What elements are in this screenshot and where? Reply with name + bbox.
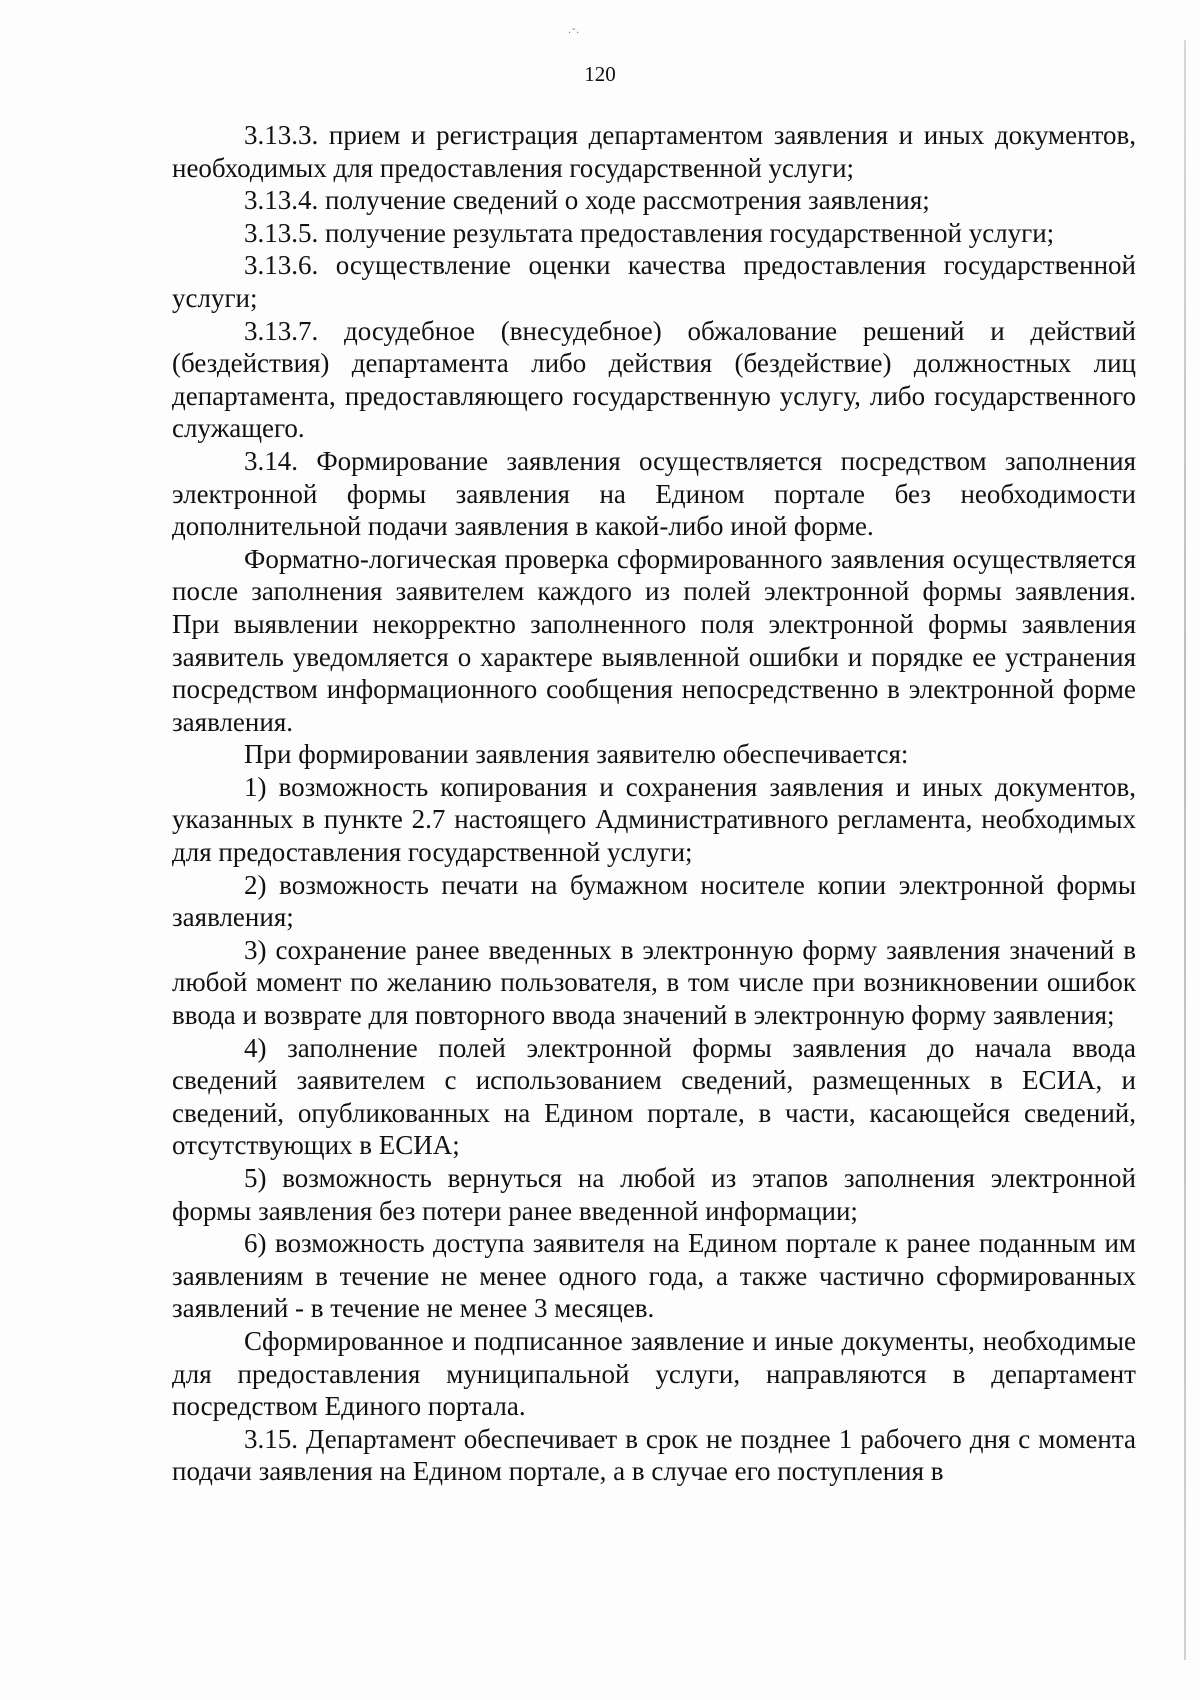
list-item-2: 2) возможность печати на бумажном носителе копии электронной формы заявления; — [172, 869, 1136, 933]
scan-edge-shadow — [1184, 40, 1186, 1660]
paragraph-3-13-5: 3.13.5. получение результата предоставления государственной услуги; — [244, 217, 1055, 248]
document-body — [172, 119, 1136, 1488]
paragraph-3-13-6: 3.13.6. осуществление оценки качества предоставления государственной услуги; — [172, 250, 1136, 313]
paragraph-provided-list-intro: При формировании заявления заявителю обеспечивается: — [244, 739, 909, 770]
list-item-4: 4) заполнение полей электронной формы заявления до начала ввода сведений заявителем с использованием сведений, размещенных в ЕСИА, и сведений, опубликованных на Едином портале, в части, касающейся сведений, отсутствующих в ЕСИА; — [172, 1032, 1136, 1161]
paragraph-format-check: Форматно-логическая проверка сформированного заявления осуществляется после заполнения заявителем каждого из полей электронной формы заявления. При выявлении некорректно заполненного поля электронной формы заявления заявитель уведомляется о характере выявленной ошибки и порядке ее устранения посредством информационного сообщения непосредственно в электронной форме заявления. — [172, 543, 1136, 737]
scan-artifact-mark: ·ˇ· — [568, 28, 580, 39]
paragraph-3-13-7: 3.13.7. досудебное (внесудебное) обжалование решений и действий (бездействия) департамента либо действия (бездействие) должностных лиц департамента, предоставляющего государственную услугу, либо государственного служащего. — [172, 315, 1136, 444]
list-item-5: 5) возможность вернуться на любой из этапов заполнения электронной формы заявления без потери ранее введенной информации; — [172, 1163, 1136, 1226]
page-number: 120 — [584, 62, 616, 86]
paragraph-3-14: 3.14. Формирование заявления осуществляется посредством заполнения электронной формы заявления на Едином портале без необходимости дополнительной подачи заявления в какой-либо иной форме. — [172, 445, 1136, 542]
list-item-1: 1) возможность копирования и сохранения заявления и иных документов, указанных в пункте 2.7 настоящего Административного регламента, необходимых для предоставления государственной услуги; — [172, 771, 1136, 868]
paragraph-3-13-4: 3.13.4. получение сведений о ходе рассмотрения заявления; — [244, 185, 930, 216]
paragraph-signed-application: Сформированное и подписанное заявление и иные документы, необходимые для предоставления муниципальной услуги, направляются в департамент посредством Единого портала. — [172, 1325, 1136, 1422]
list-item-6: 6) возможность доступа заявителя на Едином портале к ранее поданным им заявлениям в течение не менее одного года, а также частично сформированных заявлений - в течение не менее 3 месяцев. — [172, 1228, 1136, 1324]
list-item-3: 3) сохранение ранее введенных в электронную форму заявления значений в любой момент по желанию пользователя, в том числе при возникновении ошибок ввода и возврате для повторного ввода значений в электронную форму заявления; — [172, 934, 1136, 1031]
paragraph-3-15: 3.15. Департамент обеспечивает в срок не позднее 1 рабочего дня с момента подачи заявления на Едином портале, а в случае его поступления в — [172, 1423, 1136, 1487]
paragraph-3-13-3: 3.13.3. прием и регистрация департаментом заявления и иных документов, необходимых для предоставления государственной услуги; — [172, 120, 1136, 183]
